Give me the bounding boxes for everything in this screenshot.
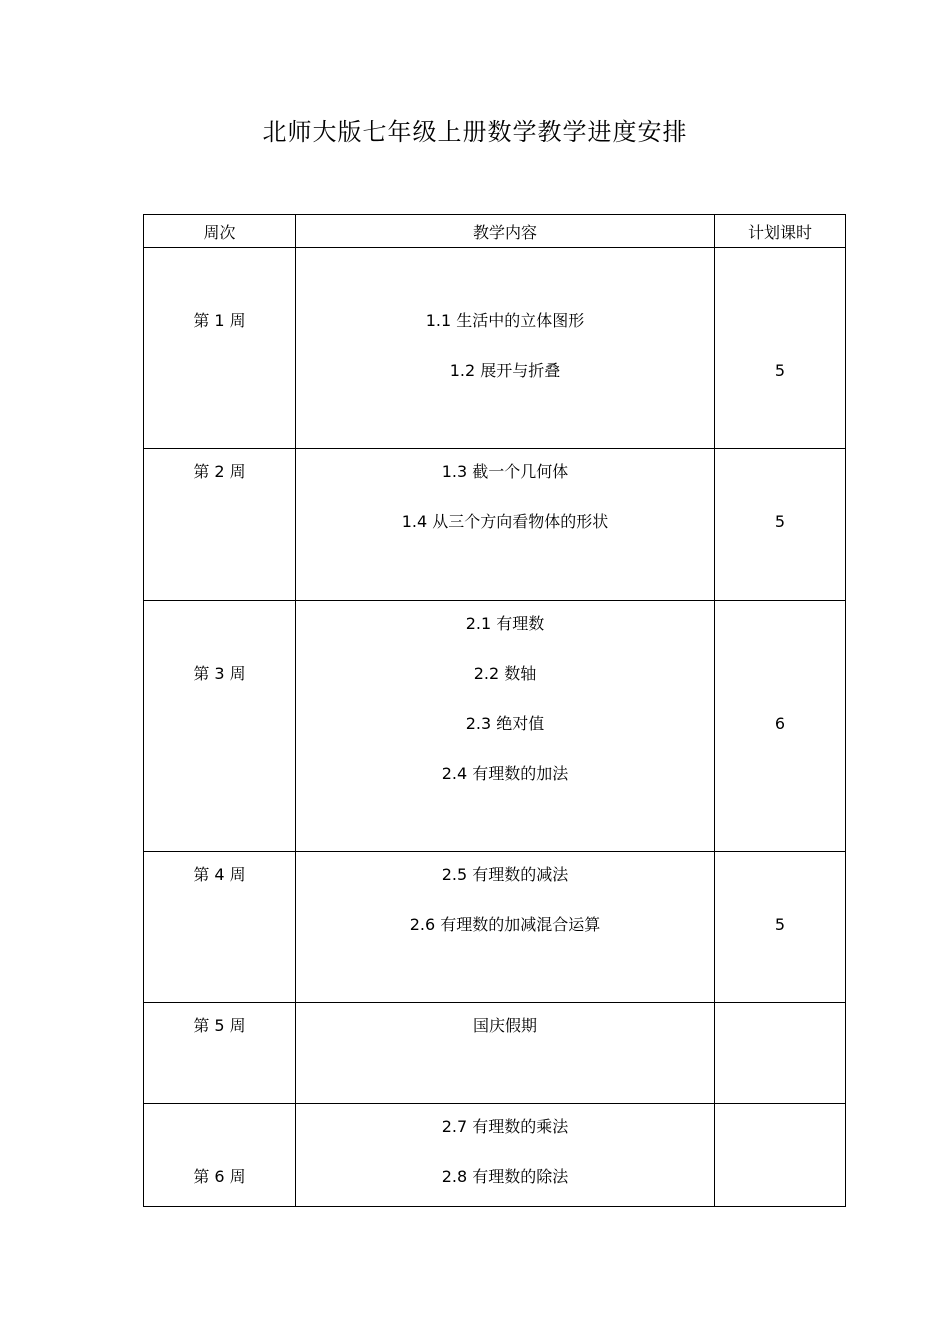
header-week: 周次 <box>144 215 296 248</box>
lesson-item: 2.3 绝对值 <box>465 714 545 733</box>
planned-hours: 5 <box>774 915 786 934</box>
week-cell <box>144 601 296 852</box>
table-row <box>144 1003 846 1104</box>
planned-hours: 5 <box>774 361 786 380</box>
table-row <box>144 449 846 601</box>
lesson-item: 2.1 有理数 <box>465 614 545 633</box>
lesson-item: 1.1 生活中的立体图形 <box>425 311 585 330</box>
table-row <box>144 1104 846 1207</box>
table-row <box>144 601 846 852</box>
header-hours: 计划课时 <box>715 215 846 248</box>
lesson-item: 2.6 有理数的加减混合运算 <box>409 915 601 934</box>
schedule-table <box>143 214 846 1207</box>
content-cell <box>296 1104 715 1207</box>
table-row <box>144 852 846 1003</box>
table-header-row <box>144 215 846 248</box>
week-label: 第 4 周 <box>193 865 246 884</box>
hours-cell <box>715 601 846 852</box>
planned-hours: 6 <box>774 714 786 733</box>
week-label: 第 5 周 <box>193 1016 246 1035</box>
lesson-item: 2.8 有理数的除法 <box>441 1167 569 1186</box>
week-label: 第 1 周 <box>193 311 246 330</box>
lesson-item: 1.4 从三个方向看物体的形状 <box>401 512 609 531</box>
week-label: 第 6 周 <box>193 1167 246 1186</box>
week-cell <box>144 1003 296 1104</box>
week-cell <box>144 449 296 601</box>
lesson-item: 国庆假期 <box>472 1016 537 1035</box>
lesson-item: 2.2 数轴 <box>473 664 537 683</box>
hours-cell <box>715 1003 846 1104</box>
lesson-item: 1.2 展开与折叠 <box>449 361 561 380</box>
week-cell <box>144 1104 296 1207</box>
lesson-item: 1.3 截一个几何体 <box>441 462 569 481</box>
header-content: 教学内容 <box>296 215 715 248</box>
week-cell <box>144 852 296 1003</box>
content-cell <box>296 248 715 449</box>
content-cell <box>296 601 715 852</box>
lesson-item: 2.4 有理数的加法 <box>441 764 569 783</box>
page-title: 北师大版七年级上册数学教学进度安排 <box>262 118 688 146</box>
lesson-item: 2.5 有理数的减法 <box>441 865 569 884</box>
table-row <box>144 248 846 449</box>
content-cell <box>296 449 715 601</box>
planned-hours <box>715 1165 845 1189</box>
week-label: 第 2 周 <box>193 462 246 481</box>
hours-cell <box>715 248 846 449</box>
week-label: 第 3 周 <box>193 664 246 683</box>
content-cell <box>296 852 715 1003</box>
content-cell <box>296 1003 715 1104</box>
week-cell <box>144 248 296 449</box>
lesson-item: 2.7 有理数的乘法 <box>441 1117 569 1136</box>
planned-hours: 5 <box>774 512 786 531</box>
hours-cell <box>715 852 846 1003</box>
planned-hours <box>715 1014 845 1038</box>
hours-cell <box>715 1104 846 1207</box>
hours-cell <box>715 449 846 601</box>
